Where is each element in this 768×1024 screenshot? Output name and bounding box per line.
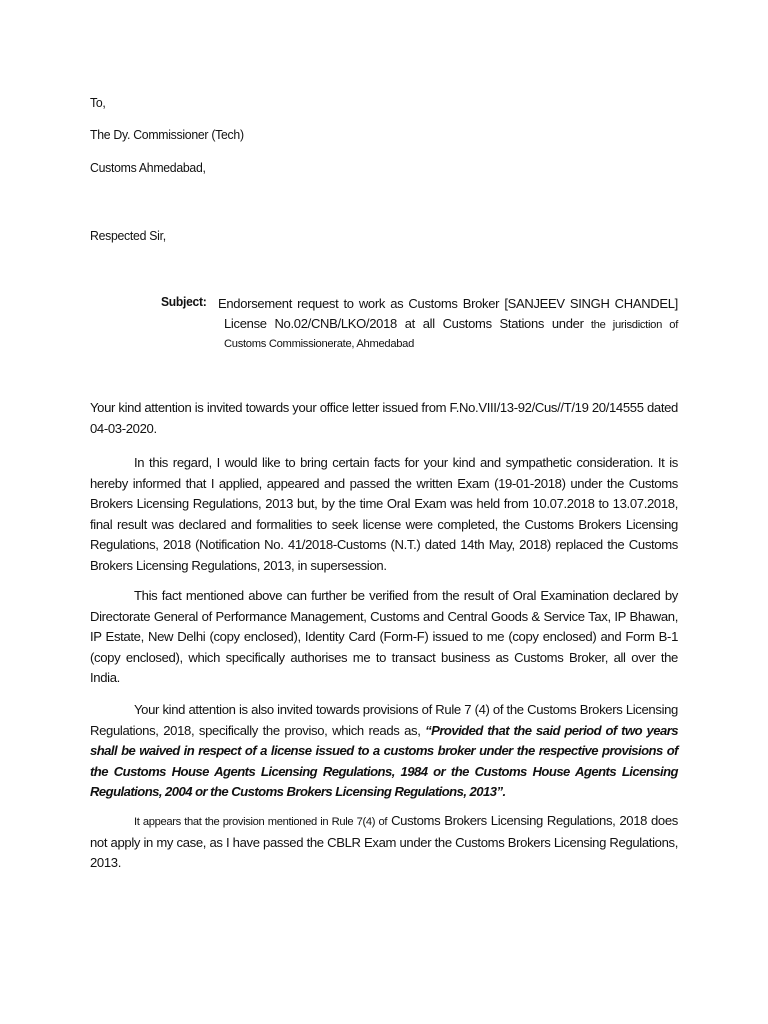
subject-line-2-main: License No.02/CNB/LKO/2018 at all Customs Stations under bbox=[224, 316, 584, 331]
proviso-quote: “Provided that the said period of two years shall be waived in respect of a license issued to a customs broker under the respective provisions of the Customs House Agents Licensing Regulations, 1984 or the Customs House Agents Licensing Regulations, 2004 or the Customs Brokers Licensing Regulations, 2013”. bbox=[90, 722, 678, 800]
paragraph-proviso-intro: Your kind attention is also invited towards provisions of Rule 7 (4) of the Customs Brokers Licensing Regulations, 2018, specifically the proviso, which reads as, bbox=[90, 702, 678, 738]
salutation: Respected Sir, bbox=[90, 228, 166, 243]
paragraph-conclusion bbox=[90, 811, 678, 874]
paragraph-facts bbox=[90, 453, 678, 577]
subject-label: Subject: bbox=[161, 294, 207, 309]
address-to: To, bbox=[90, 95, 106, 110]
subject-line-2-small: the jurisdiction of bbox=[583, 319, 678, 331]
paragraph-proviso bbox=[90, 700, 678, 803]
paragraph-verification-text: This fact mentioned above can further be verified from the result of Oral Examination declared by Directorate General of Performance Management, Customs and Central Goods & Service Tax, IP Bhawan, IP Estate, New Delhi (copy enclosed), Identity Card (Form-F) issued to me (copy enclosed) and Form B-1 (copy enclosed), which specifically authorises me to transact business as Customs Broker, all over the India. bbox=[90, 588, 678, 686]
paragraph-verification bbox=[90, 586, 678, 689]
subject-line-3: Customs Commissionerate, Ahmedabad bbox=[224, 338, 415, 350]
paragraph-conclusion-small: It appears that the provision mentioned in Rule 7(4) of bbox=[134, 816, 388, 828]
address-office: Customs Ahmedabad, bbox=[90, 160, 206, 175]
subject-line-2 bbox=[224, 314, 678, 335]
subject-line-1: Endorsement request to work as Customs Broker [SANJEEV SINGH CHANDEL] bbox=[218, 296, 678, 311]
paragraph-conclusion-text: Customs Brokers Licensing Regulations, 2018 does not apply in my case, as I have passed the CBLR Exam under the Customs Brokers Licensing Regulations, 2013. bbox=[90, 813, 678, 871]
paragraph-facts-text: In this regard, I would like to bring certain facts for your kind and sympathetic consideration. It is hereby informed that I applied, appeared and passed the written Exam (19-01-2018) under the Customs Brokers Licensing Regulations, 2013 but, by the time Oral Exam was held from 10.07.2018 to 13.07.2018, final result was declared and formalities to seek license were completed, the Customs Brokers Licensing Regulations, 2018 (Notification No. 41/2018-Customs (N.T.) dated 14th May, 2018) replaced the Customs Brokers Licensing Regulations, 2013, in supersession. bbox=[90, 455, 678, 573]
address-recipient: The Dy. Commissioner (Tech) bbox=[90, 127, 244, 142]
paragraph-reference: Your kind attention is invited towards your office letter issued from F.No.VIII/13-92/Cus//T/19 20/14555 dated 04-03-2020. bbox=[90, 400, 678, 436]
